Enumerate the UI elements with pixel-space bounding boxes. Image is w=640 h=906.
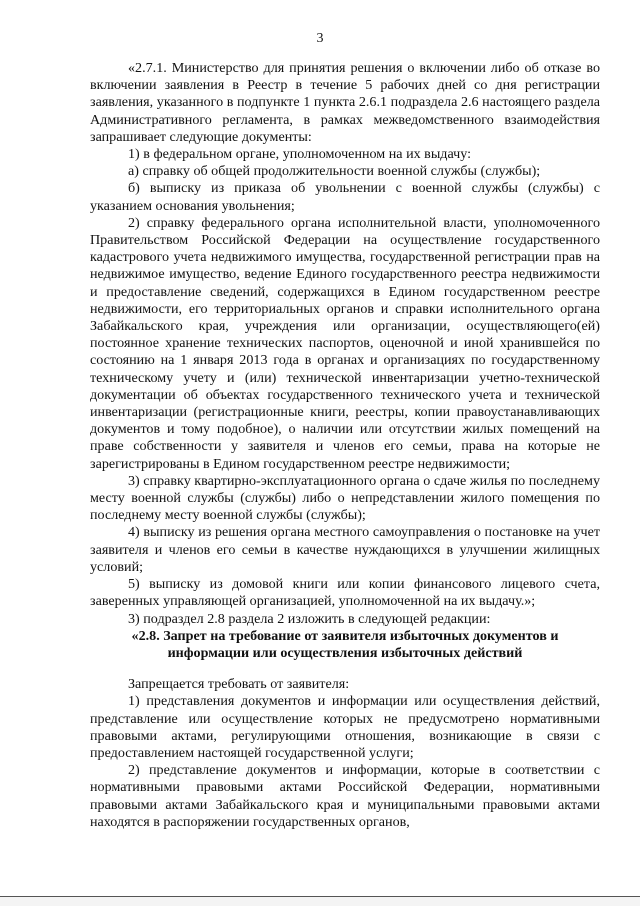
paragraph-item-1: 1) в федеральном органе, уполномоченном на их выдачу: xyxy=(128,146,472,163)
paragraph-item-4: 4) выписку из решения органа местного самоуправления о постановке на учет заявителя и членов его семьи в качестве нуждающихся в улучшении жилищных условий; xyxy=(90,524,600,575)
paragraph-item-5: 5) выписку из домовой книги или копии финансового лицевого счета, заверенных управляющей организацией, уполномоченной на их выдачу.»; xyxy=(90,576,600,610)
paragraph-item-b: б) выписку из приказа об увольнении с военной службы (службы) с указанием основания увольнения; xyxy=(90,180,600,214)
paragraph-prohibition-2: 2) представление документов и информации, которые в соответствии с нормативными правовыми актами Российской Федерации, нормативными правовыми актами Забайкальского края и муниципальными правовыми актами находятся в распоряжении государственных органов, xyxy=(90,762,600,830)
section-heading-2-8: «2.8. Запрет на требование от заявителя избыточных документов и информации или осуществления избыточных действий xyxy=(131,627,559,661)
document-body xyxy=(90,60,600,831)
paragraph-prohibition-1: 1) представления документов и информации или осуществления действий, представление или осуществление которых не предусмотрено нормативными правовыми актами, регулирующими отношения, возникающие в связи с предоставлением настоящей государственной услуги; xyxy=(90,693,600,761)
paragraph-item-a: а) справку об общей продолжительности военной службы (службы); xyxy=(128,163,541,180)
paragraph-prohibition-intro: Запрещается требовать от заявителя: xyxy=(128,676,350,693)
paragraph-amendment-3: 3) подраздел 2.8 раздела 2 изложить в следующей редакции: xyxy=(128,610,491,627)
paragraph-item-3: 3) справку квартирно-эксплуатационного органа о сдаче жилья по последнему месту военной службы (службы) либо о непредставлении жилого помещения по последнему месту военной службы (службы); xyxy=(90,472,600,524)
paragraph-item-2: 2) справку федерального органа исполнительной власти, уполномоченного Правительством Российской Федерации на осуществление государственного кадастрового учета недвижимого имущества, государственной регистрации прав на недвижимое имущество, ведение Единого государственного реестра недвижимости и предоставление сведений, содержащихся в Едином государственном реестре недвижимости, его территориальных органов и справки исполнительного органа Забайкальского края, учреждения или организации, осуществляющего(ей) постоянное хранение технических паспортов, оценочной и иной хранившейся по состоянию на 1 января 2013 года в органах и организациях по государственному техническому учету и (или) технической инвентаризации учетно-технической документации об объектах государственного технического учета и технической инвентаризации (регистрационные книги, реестры, копии правоустанавливающих документов и тому подобное), о наличии или отсутствии жилых помещений на праве собственности у заявителя и членов его семьи, права на которые не зарегистрированы в Едином государственном реестре недвижимости; xyxy=(90,214,600,472)
paragraph-2-7-1: «2.7.1. Министерство для принятия решения о включении либо об отказе во включении заявления в Реестр в течение 5 рабочих дней со дня регистрации заявления, указанного в подпункте 1 пункта 2.6.1 подраздела 2.6 настоящего раздела Административного регламента, в рамках межведомственного взаимодействия запрашивает следующие документы: xyxy=(90,60,600,145)
heading-gap xyxy=(90,662,600,676)
page-number: 3 xyxy=(316,31,324,46)
